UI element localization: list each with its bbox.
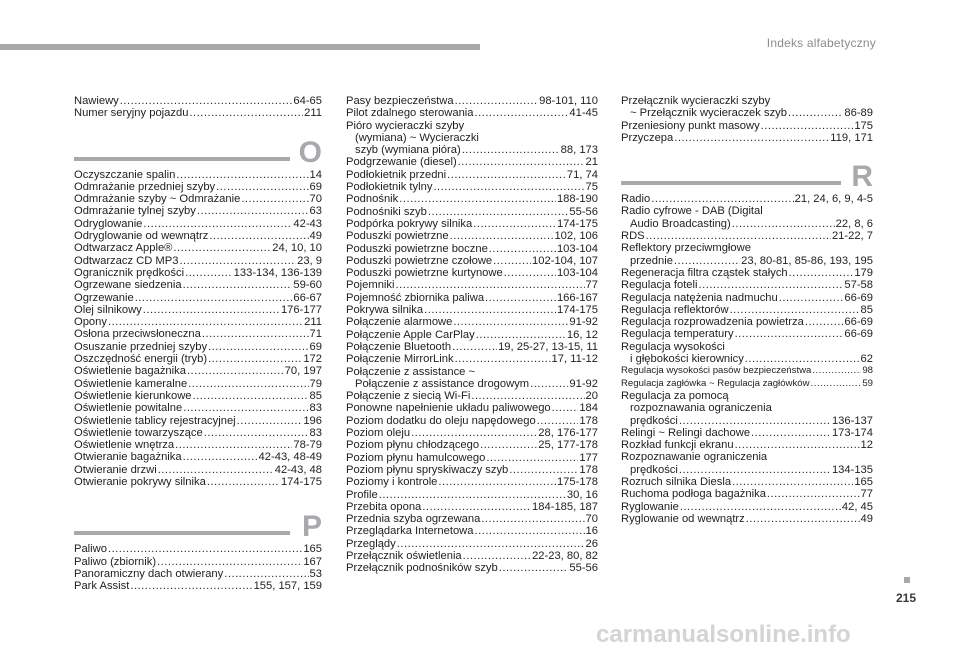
index-entry: Przełącznik wycieraczki szyby — [621, 95, 771, 107]
index-entry: Rozruch silnika Diesla ..... 165 — [621, 476, 873, 488]
index-entry: Poduszki powietrzne czołowe ..... 102-104, 107 — [346, 255, 598, 267]
index-entry: Podnośnik ..... 188-190 — [346, 193, 598, 205]
index-entry: Połączenie z assistance ~ — [346, 365, 476, 378]
index-entry: Regulacja natężenia nadmuchu ..... 66-69 — [621, 292, 873, 304]
index-entry: Odryglowanie od wewnątrz ..... 49 — [74, 230, 322, 242]
section-header-r: R — [621, 160, 873, 192]
index-entry-continued: Połączenie z assistance drogowym ..... 91-92 — [346, 378, 598, 390]
index-entry: Poduszki powietrzne kurtynowe ..... 103-104 — [346, 267, 598, 279]
page-number: 215 — [896, 591, 917, 605]
index-entry: Olej silnikowy ..... 176-177 — [74, 304, 322, 316]
index-entry: Oświetlenie towarzyszące ..... 83 — [74, 427, 322, 439]
index-entry: Poziom oleju ..... 28, 176-177 — [346, 427, 598, 439]
index-entry: Poduszki powietrzne boczne ..... 103-104 — [346, 243, 598, 255]
index-entry: Połączenie alarmowe ..... 91-92 — [346, 316, 598, 328]
index-entry-continued: ~ Przełącznik wycieraczek szyb ..... 86-89 — [621, 107, 873, 119]
index-entry: Podnośniki szyb ..... 55-56 — [346, 206, 598, 218]
index-entry: Pojemniki ..... 77 — [346, 279, 598, 291]
index-entry: Oświetlenie kierunkowe ..... 85 — [74, 390, 322, 402]
index-entry: Ryglowanie ..... 42, 45 — [621, 501, 873, 513]
index-entry: Regulacja za pomocą — [621, 389, 729, 402]
index-entry: Osłona przeciwsłoneczna ..... 71 — [74, 328, 322, 340]
index-entry: Oświetlenie kameralne ..... 79 — [74, 378, 322, 390]
index-entry: Pokrywa silnika ..... 174-175 — [346, 304, 598, 316]
index-entry: Odryglowanie ..... 42-43 — [74, 218, 322, 230]
index-entry: Poduszki powietrzne ..... 102, 106 — [346, 230, 598, 242]
index-entry: Przebita opona ..... 184-185, 187 — [346, 501, 598, 513]
index-entry-continued: prędkości ..... 136-137 — [621, 415, 873, 427]
index-entry: Połączenie z siecią Wi-Fi ..... 20 — [346, 390, 598, 402]
index-entry: Przeglądarka Internetowa ..... 16 — [346, 525, 598, 537]
index-entry: Oszczędność energii (tryb) ..... 172 — [74, 353, 322, 365]
index-entry: Odtwarzacz CD MP3 ..... 23, 9 — [74, 255, 322, 267]
index-entry: Przednia szyba ogrzewana ..... 70 — [346, 513, 598, 525]
index-entry: Przełącznik podnośników szyb ..... 55-56 — [346, 562, 598, 574]
index-entry: Rozkład funkcji ekranu ..... 12 — [621, 439, 873, 451]
index-entry: Paliwo (zbiornik) ..... 167 — [74, 556, 322, 568]
index-entry: Przeglądy ..... 26 — [346, 538, 598, 550]
index-entry: Radio cyfrowe - DAB (Digital — [621, 205, 763, 218]
index-entry: Połączenie MirrorLink ..... 17, 11-12 — [346, 353, 598, 365]
index-entry: Osuszanie przedniej szyby ..... 69 — [74, 341, 322, 353]
index-entry: Ogrzewane siedzenia ..... 59-60 — [74, 279, 322, 291]
index-entry: Przyczepa ..... 119, 171 — [621, 132, 873, 144]
index-entry-continued: przednie ..... 23, 80-81, 85-86, 193, 195 — [621, 255, 873, 267]
index-entry: Połączenie Bluetooth ..... 19, 25-27, 13-15, 11 — [346, 341, 598, 353]
index-entry: Ogrzewanie ..... 66-67 — [74, 292, 322, 304]
index-entry: Pióro wycieraczki szyby — [346, 119, 465, 132]
header-title: Indeks alfabetyczny — [766, 36, 876, 50]
index-column-1 — [74, 95, 322, 593]
index-entry-continued: szyb (wymiana pióra) ..... 88, 173 — [346, 144, 598, 156]
index-entry: Regulacja wysokości — [621, 340, 725, 353]
index-column-3 — [621, 95, 873, 525]
index-entry-continued: (wymiana) ~ Wycieraczki — [355, 131, 479, 144]
index-entry: Oświetlenie wnętrza ..... 78-79 — [74, 439, 322, 451]
index-entry: Reflektory przeciwmgłowe — [621, 242, 751, 255]
index-entry: Regulacja temperatury ..... 66-69 — [621, 328, 873, 340]
index-entry: Regulacja reflektorów ..... 85 — [621, 304, 873, 316]
index-entry: Otwieranie pokrywy silnika ..... 174-175 — [74, 476, 322, 488]
index-entry: Ruchoma podłoga bagażnika ..... 77 — [621, 488, 873, 500]
index-entry: Oczyszczanie spalin ..... 14 — [74, 169, 322, 181]
index-entry: Paliwo ..... 165 — [74, 543, 322, 555]
section-header-p: P — [74, 510, 322, 542]
index-entry: Odmrażanie szyby ~ Odmrażanie ..... 70 — [74, 193, 322, 205]
watermark: carmanualsonline.info — [596, 621, 851, 648]
index-entry: Regeneracja filtra cząstek stałych ..... 179 — [621, 267, 873, 279]
index-entry: Otwieranie drzwi ..... 42-43, 48 — [74, 464, 322, 476]
index-entry: Odtwarzacz Apple® ..... 24, 10, 10 — [74, 242, 322, 254]
index-entry: Odmrażanie przedniej szyby ..... 69 — [74, 181, 322, 193]
header-bar — [0, 44, 480, 50]
index-entry: Oświetlenie tablicy rejestracyjnej ..... 196 — [74, 415, 322, 427]
index-entry: Park Assist ..... 155, 157, 159 — [74, 580, 322, 592]
index-entry: Opony ..... 211 — [74, 316, 322, 328]
index-entry: Połączenie Apple CarPlay ..... 16, 12 — [346, 329, 598, 341]
page-marker — [904, 577, 910, 583]
index-entry: Regulacja zagłówka ~ Regulacja zagłówków ..... 59 — [621, 378, 873, 390]
index-entry: Ryglowanie od wewnątrz ..... 49 — [621, 513, 873, 525]
index-entry: Relingi ~ Relingi dachowe ..... 173-174 — [621, 427, 873, 439]
index-entry: Pasy bezpieczeństwa ..... 98-101, 110 — [346, 95, 598, 107]
index-entry: Oświetlenie powitalne ..... 83 — [74, 402, 322, 414]
index-entry: Pilot zdalnego sterowania ..... 41-45 — [346, 107, 598, 119]
index-entry: Ponowne napełnienie układu paliwowego ..... 184 — [346, 402, 598, 414]
index-entry: Odmrażanie tylnej szyby ..... 63 — [74, 205, 322, 217]
index-entry: Poziom płynu chłodzącego ..... 25, 177-178 — [346, 439, 598, 451]
index-entry-continued: i głębokości kierownicy ..... 62 — [621, 353, 873, 365]
index-entry: Przełącznik oświetlenia ..... 22-23, 80, 82 — [346, 550, 598, 562]
index-entry: Przeniesiony punkt masowy ..... 175 — [621, 120, 873, 132]
index-entry: Podłokietnik przedni ..... 71, 74 — [346, 169, 598, 181]
index-entry: Poziom płynu hamulcowego ..... 177 — [346, 452, 598, 464]
index-entry: Regulacja foteli ..... 57-58 — [621, 279, 873, 291]
index-entry: Podłokietnik tylny ..... 75 — [346, 181, 598, 193]
index-entry: Panoramiczny dach otwierany ..... 53 — [74, 568, 322, 580]
index-entry: Ogranicznik prędkości ..... 133-134, 136-139 — [74, 267, 322, 279]
index-entry: Poziom płynu spryskiwaczy szyb ..... 178 — [346, 464, 598, 476]
index-entry: Pojemność zbiornika paliwa ..... 166-167 — [346, 292, 598, 304]
index-entry: Radio ..... 21, 24, 6, 9, 4-5 — [621, 193, 873, 205]
index-entry: Numer seryjny pojazdu ..... 211 — [74, 107, 322, 119]
index-entry: Poziom dodatku do oleju napędowego ..... 178 — [346, 415, 598, 427]
index-entry: Podgrzewanie (diesel) ..... 21 — [346, 156, 598, 168]
index-entry: Rozpoznawanie ograniczenia — [621, 451, 768, 464]
index-entry-continued: prędkości ..... 134-135 — [621, 464, 873, 476]
index-entry: Poziomy i kontrole ..... 175-178 — [346, 476, 598, 488]
index-entry: Nawiewy ..... 64-65 — [74, 95, 322, 107]
index-entry-continued: Audio Broadcasting) ..... 22, 8, 6 — [621, 218, 873, 230]
index-entry-continued: rozpoznawania ograniczenia — [630, 402, 772, 415]
index-entry: Regulacja wysokości pasów bezpieczeństwa ..... 98 — [621, 365, 873, 377]
index-column-2 — [346, 95, 598, 575]
index-entry: Podpórka pokrywy silnika ..... 174-175 — [346, 218, 598, 230]
section-header-o: O — [74, 136, 322, 168]
index-entry: Regulacja rozprowadzenia powietrza ..... 66-69 — [621, 316, 873, 328]
index-entry: Oświetlenie bagażnika ..... 70, 197 — [74, 365, 322, 377]
index-entry: Profile ..... 30, 16 — [346, 489, 598, 501]
index-entry: Otwieranie bagażnika ..... 42-43, 48-49 — [74, 451, 322, 463]
index-entry: RDS ..... 21-22, 7 — [621, 230, 873, 242]
